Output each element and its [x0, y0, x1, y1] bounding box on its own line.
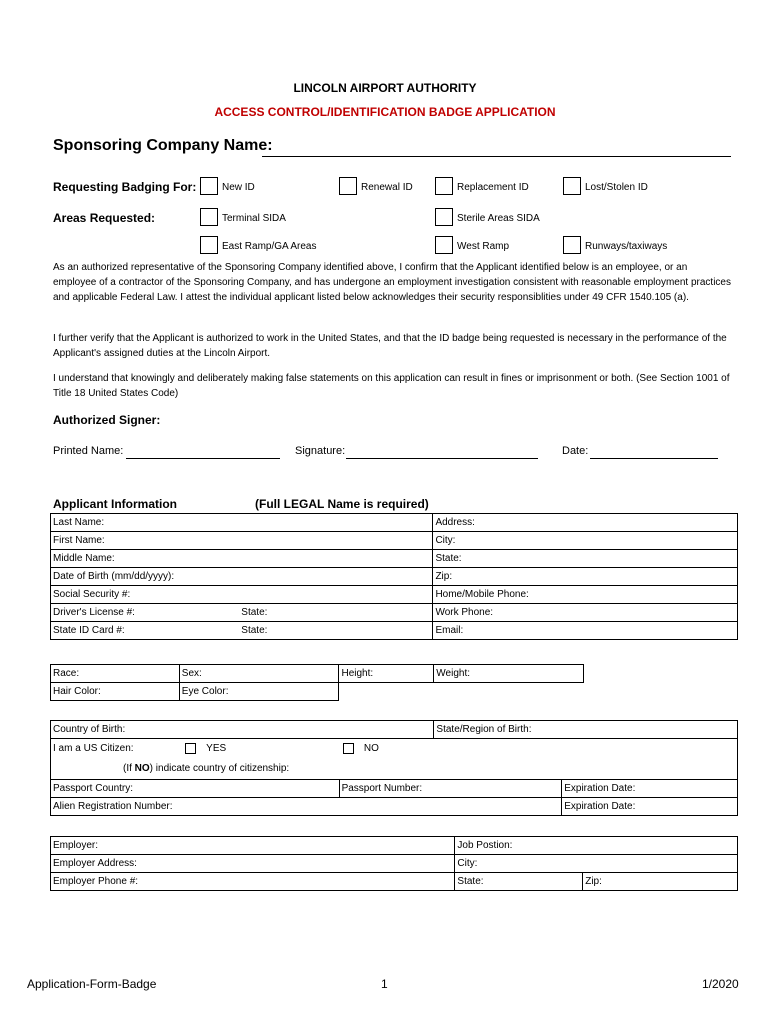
- east-ramp-checkbox[interactable]: [200, 236, 218, 254]
- yes-checkbox[interactable]: [185, 743, 196, 754]
- legal-name-note: (Full LEGAL Name is required): [255, 497, 429, 511]
- drivers-license-cell[interactable]: Driver's License #:: [51, 604, 240, 622]
- weight-cell[interactable]: Weight:: [434, 665, 584, 683]
- country-of-citizenship-cell[interactable]: [51, 759, 738, 780]
- renewal-id-checkbox[interactable]: [339, 177, 357, 195]
- no-label: NO: [363, 743, 379, 755]
- footer-revision-date: 1/2020: [702, 977, 739, 991]
- passport-country-cell[interactable]: Passport Country:: [51, 780, 340, 798]
- false-statement-paragraph: I understand that knowingly and deliberately making false statements on this application can result in fines or imprisonment or both. (See Section 1001 of Title 18 United States Code): [53, 373, 730, 399]
- west-ramp-label: West Ramp: [457, 241, 510, 252]
- attestation-paragraph: As an authorized representative of the Sponsoring Company identified above, I confirm that the Applicant identified below is an employee, or an employee of a contractor of the Sponsoring Company, and has undergone an employment investigation consistent with reasonable employment practices and applicable Federal Law. I attest the individual applicant listed below acknowledges their security responsiblities under 49 CFR 1540.105 (a).: [53, 262, 731, 303]
- employer-city-cell[interactable]: City:: [455, 855, 738, 873]
- alien-registration-cell[interactable]: Alien Registration Number:: [51, 798, 562, 816]
- date-label: Date:: [562, 445, 589, 457]
- terminal-sida-label: Terminal SIDA: [222, 213, 286, 224]
- employer-phone-cell[interactable]: Employer Phone #:: [51, 873, 455, 891]
- table-row: [51, 759, 738, 780]
- table-row: [51, 721, 738, 739]
- sponsor-name-field[interactable]: [262, 155, 731, 157]
- us-citizen-no[interactable]: [339, 739, 737, 759]
- authority-title: LINCOLN AIRPORT AUTHORITY: [293, 81, 477, 95]
- eye-color-cell[interactable]: Eye Color:: [179, 683, 339, 701]
- citizenship-table: [50, 720, 738, 816]
- table-row: [51, 550, 738, 568]
- empty-cell: [339, 683, 434, 701]
- work-authorization-paragraph: I further verify that the Applicant is authorized to work in the United States, and that the ID badge being requested is necessary in the performance of the Applicant's assigned duties at the Lincoln Airport.: [53, 333, 727, 359]
- state-id-cell[interactable]: State ID Card #:: [51, 622, 240, 640]
- empty-cell: [434, 683, 584, 701]
- passport-number-cell[interactable]: Passport Number:: [339, 780, 562, 798]
- applicant-table: [50, 513, 738, 640]
- table-row: [51, 780, 738, 798]
- alien-expiration-cell[interactable]: Expiration Date:: [562, 798, 738, 816]
- employer-cell[interactable]: Employer:: [51, 837, 455, 855]
- badging-label: Requesting Badging For:: [53, 180, 197, 194]
- sponsor-label: Sponsoring Company Name:: [53, 137, 273, 154]
- no-checkbox[interactable]: [343, 743, 354, 754]
- email-cell[interactable]: Email:: [433, 622, 738, 640]
- runways-label: Runways/taxiways: [585, 241, 668, 252]
- table-row: [51, 586, 738, 604]
- work-phone-cell[interactable]: Work Phone:: [433, 604, 738, 622]
- signature-label: Signature:: [295, 445, 346, 457]
- lost-stolen-id-checkbox[interactable]: [563, 177, 581, 195]
- first-name-cell[interactable]: First Name:: [51, 532, 433, 550]
- footer-form-name: Application-Form-Badge: [27, 977, 157, 991]
- employer-address-cell[interactable]: Employer Address:: [51, 855, 455, 873]
- signer-heading: Authorized Signer:: [53, 413, 161, 427]
- printed-name-field[interactable]: [126, 457, 280, 459]
- dob-cell[interactable]: Date of Birth (mm/dd/yyyy):: [51, 568, 433, 586]
- east-ramp-label: East Ramp/GA Areas: [222, 241, 317, 252]
- table-row: [51, 622, 738, 640]
- areas-label: Areas Requested:: [53, 211, 156, 225]
- if-no-bold: NO: [134, 763, 150, 775]
- address-cell[interactable]: Address:: [433, 514, 738, 532]
- us-citizen-yes[interactable]: [180, 739, 339, 759]
- runways-checkbox[interactable]: [563, 236, 581, 254]
- hair-color-cell[interactable]: Hair Color:: [51, 683, 180, 701]
- new-id-label: New ID: [222, 182, 255, 193]
- renewal-id-label: Renewal ID: [361, 182, 413, 193]
- employer-table: [50, 836, 738, 891]
- date-field[interactable]: [590, 457, 718, 459]
- race-cell[interactable]: Race:: [51, 665, 180, 683]
- replacement-id-label: Replacement ID: [457, 182, 529, 193]
- footer-page-number: 1: [381, 977, 388, 991]
- passport-expiration-cell[interactable]: Expiration Date:: [562, 780, 738, 798]
- table-row: [51, 739, 738, 759]
- table-row: [51, 683, 584, 701]
- state-id-state-cell[interactable]: State:: [239, 622, 433, 640]
- table-row: [51, 855, 738, 873]
- if-no-prefix: (If: [123, 763, 135, 775]
- last-name-cell[interactable]: Last Name:: [51, 514, 433, 532]
- new-id-checkbox[interactable]: [200, 177, 218, 195]
- printed-name-label: Printed Name:: [53, 445, 124, 457]
- if-no-suffix: ) indicate country of citizenship:: [149, 763, 290, 775]
- table-row: [51, 798, 738, 816]
- table-row: [51, 837, 738, 855]
- job-position-cell[interactable]: Job Postion:: [455, 837, 738, 855]
- lost-stolen-id-label: Lost/Stolen ID: [585, 182, 648, 193]
- dl-state-cell[interactable]: State:: [239, 604, 433, 622]
- table-row: [51, 532, 738, 550]
- form-title: ACCESS CONTROL/IDENTIFICATION BADGE APPLICATION: [214, 105, 556, 119]
- employer-state-cell[interactable]: State:: [455, 873, 583, 891]
- employer-zip-cell[interactable]: Zip:: [583, 873, 738, 891]
- sex-cell[interactable]: Sex:: [179, 665, 339, 683]
- west-ramp-checkbox[interactable]: [435, 236, 453, 254]
- applicant-heading: Applicant Information: [53, 497, 177, 511]
- sterile-areas-label: Sterile Areas SIDA: [457, 213, 540, 224]
- us-citizen-label: I am a US Citizen:: [51, 739, 181, 759]
- zip-cell[interactable]: Zip:: [433, 568, 738, 586]
- table-row: [51, 873, 738, 891]
- middle-name-cell[interactable]: Middle Name:: [51, 550, 433, 568]
- country-of-birth-cell[interactable]: Country of Birth:: [51, 721, 434, 739]
- ssn-cell[interactable]: Social Security #:: [51, 586, 433, 604]
- replacement-id-checkbox[interactable]: [435, 177, 453, 195]
- home-phone-cell[interactable]: Home/Mobile Phone:: [433, 586, 738, 604]
- city-cell[interactable]: City:: [433, 532, 738, 550]
- signature-field[interactable]: [346, 457, 538, 459]
- physical-table: [50, 664, 584, 701]
- height-cell[interactable]: Height:: [339, 665, 434, 683]
- state-cell[interactable]: State:: [433, 550, 738, 568]
- state-of-birth-cell[interactable]: State/Region of Birth:: [434, 721, 738, 739]
- table-row: [51, 604, 738, 622]
- table-row: [51, 665, 584, 683]
- table-row: [51, 514, 738, 532]
- sterile-areas-checkbox[interactable]: [435, 208, 453, 226]
- yes-label: YES: [206, 743, 227, 755]
- table-row: [51, 568, 738, 586]
- terminal-sida-checkbox[interactable]: [200, 208, 218, 226]
